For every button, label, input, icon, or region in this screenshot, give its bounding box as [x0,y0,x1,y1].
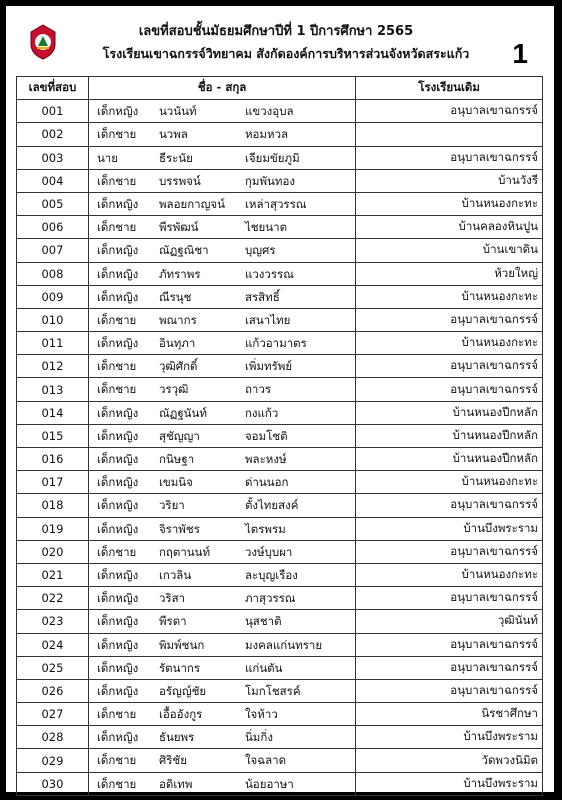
first-name: วริยา [158,498,185,513]
student-name-cell [88,633,355,656]
exam-number-cell: 012 [17,355,89,378]
previous-school-cell: บ้านหนองปีกหลัก [356,448,543,471]
previous-school-cell: อนุบาลเขาฉกรรจ์ [356,633,543,656]
last-name: ด่านนอก [244,475,289,490]
table-row [17,308,543,331]
last-name: เหล่าสุวรรณ [244,196,307,211]
exam-number-cell: 024 [17,633,89,656]
student-name-cell [88,679,355,702]
first-name: อดิเทพ [158,776,193,791]
previous-school-cell: วุฒินันท์ [356,610,543,633]
table-row [17,679,543,702]
last-name: ใจฉลาด [244,753,287,768]
first-name: ธันยพร [158,730,195,745]
previous-school-cell: อนุบาลเขาฉกรรจ์ [356,587,543,610]
last-name: ตั้งไทยสงค์ [244,498,299,513]
student-name-cell [88,123,355,146]
name-prefix: เด็กชาย [96,753,137,768]
previous-school-cell: บ้านบึงพระราม [356,772,543,795]
name-prefix: เด็กหญิง [96,289,139,304]
exam-number-cell: 005 [17,192,89,215]
table-row [17,610,543,633]
last-name: มงคลแก่นทราย [244,637,323,652]
previous-school-cell: บ้านหนองกะทะ [356,285,543,308]
student-name-cell [88,610,355,633]
student-name-cell [88,471,355,494]
table-row [17,726,543,749]
student-name-cell [88,749,355,772]
last-name: ละบุญเรือง [244,567,298,582]
first-name: วริสา [158,591,186,606]
student-name-cell [88,332,355,355]
first-name: ณัฏฐณิชา [158,243,209,258]
name-prefix: เด็กชาย [96,707,137,722]
name-prefix: เด็กหญิง [96,498,139,513]
student-name-cell [88,262,355,285]
exam-roster-table [16,76,543,796]
table-row [17,378,543,401]
page-number: 1 [512,38,528,69]
first-name: สุชัญญา [158,428,200,443]
first-name: วรวุฒิ [158,382,189,397]
student-name-cell [88,216,355,239]
last-name: ไตรพรม [244,521,286,536]
exam-number-cell: 029 [17,749,89,772]
name-prefix: เด็กหญิง [96,637,139,652]
name-prefix: เด็กหญิง [96,104,139,119]
last-name: ภาสุวรรณ [244,591,296,606]
name-prefix: เด็กหญิง [96,614,139,629]
last-name: หอมหวล [244,127,289,142]
previous-school-cell: อนุบาลเขาฉกรรจ์ [356,355,543,378]
exam-number-cell: 022 [17,587,89,610]
exam-number-cell: 027 [17,703,89,726]
first-name: นวพล [158,127,188,142]
name-prefix: เด็กชาย [96,312,137,327]
previous-school-cell: นิรชาศึกษา [356,703,543,726]
last-name: เจียมขัยภูมิ [244,150,300,165]
name-prefix: เด็กชาย [96,220,137,235]
table-row [17,401,543,424]
exam-number-cell: 026 [17,679,89,702]
name-prefix: เด็กหญิง [96,660,139,675]
student-name-cell [88,540,355,563]
name-prefix: เด็กหญิง [96,428,139,443]
last-name: พละหงษ์ [244,452,287,466]
table-row [17,332,543,355]
first-name: กฤตานนท์ [158,544,211,559]
last-name: วงษ์บุบผา [244,544,293,559]
first-name: อินทุภา [158,336,196,351]
name-prefix: เด็กหญิง [96,730,139,745]
table-row [17,192,543,215]
exam-number-cell: 014 [17,401,89,424]
school-emblem-icon [28,24,58,60]
table-row [17,749,543,772]
table-row [17,656,543,679]
name-prefix: เด็กชาย [96,382,137,397]
previous-school-cell: อนุบาลเขาฉกรรจ์ [356,656,543,679]
previous-school-cell: บ้านหนองกะทะ [356,563,543,586]
first-name: เขมนิจ [158,475,193,490]
exam-number-cell: 009 [17,285,89,308]
student-name-cell [88,285,355,308]
previous-school-cell: อนุบาลเขาฉกรรจ์ [356,540,543,563]
exam-number-cell: 025 [17,656,89,679]
document-page [6,6,554,792]
table-row [17,355,543,378]
table-row [17,424,543,447]
first-name: อรัญญ์ชัย [158,683,207,698]
name-prefix: เด็กหญิง [96,452,139,466]
first-name: ธีระนัย [158,150,193,165]
student-name-cell [88,494,355,517]
name-prefix: เด็กหญิง [96,683,139,698]
first-name: รัตนากร [158,660,201,675]
previous-school-cell [356,123,543,146]
last-name: เสนาไทย [244,312,291,327]
last-name: ใจห้าว [244,707,278,722]
first-name: ณีรนุช [158,289,192,304]
table-row [17,494,543,517]
name-prefix: นาย [96,150,118,165]
last-name: ไชยนาต [244,220,288,235]
last-name: แขวงอุบล [244,104,294,119]
student-name-cell [88,239,355,262]
exam-number-cell: 007 [17,239,89,262]
table-row [17,285,543,308]
exam-number-cell: 020 [17,540,89,563]
previous-school-cell: ห้วยใหญ่ [356,262,543,285]
student-name-cell [88,192,355,215]
table-row [17,169,543,192]
name-prefix: เด็กหญิง [96,591,139,606]
name-prefix: เด็กหญิง [96,336,139,351]
last-name: เพิ่มทรัพย์ [244,359,293,374]
first-name: เอื้ออังกูร [158,707,203,722]
name-prefix: เด็กหญิง [96,243,139,258]
student-name-cell [88,517,355,540]
last-name: น้อยอาษา [244,776,294,791]
first-name: พณากร [158,312,197,327]
last-name: จอมโชติ [244,428,288,443]
exam-number-cell: 003 [17,146,89,169]
previous-school-cell: บ้านหนองกะทะ [356,471,543,494]
first-name: จิราพัชร [158,521,200,536]
column-header-name: ชื่อ - สกุล [88,77,355,100]
previous-school-cell: อนุบาลเขาฉกรรจ์ [356,100,543,123]
previous-school-cell: บ้านหนองกะทะ [356,192,543,215]
exam-number-cell: 010 [17,308,89,331]
exam-number-cell: 002 [17,123,89,146]
last-name: แวงวรรณ [244,266,294,281]
student-name-cell [88,355,355,378]
previous-school-cell: บ้านวังรี [356,169,543,192]
table-row [17,563,543,586]
table-row [17,703,543,726]
roster-body [17,100,543,796]
name-prefix: เด็กหญิง [96,266,139,281]
last-name: บุญศร [244,243,276,258]
table-row [17,772,543,795]
document-subtitle: โรงเรียนเขาฉกรรจ์วิทยาคม สังกัดองค์การบริหารส่วนจังหวัดสระแก้ว [102,46,470,61]
first-name: เกวลิน [158,567,192,582]
name-prefix: เด็กหญิง [96,196,139,211]
table-row [17,123,543,146]
exam-number-cell: 016 [17,448,89,471]
first-name: ภัทราพร [158,266,201,281]
student-name-cell [88,587,355,610]
last-name: แก่นตัน [244,660,283,675]
exam-number-cell: 001 [17,100,89,123]
first-name: บรรพจน์ [158,173,201,188]
name-prefix: เด็กหญิง [96,405,139,420]
previous-school-cell: อนุบาลเขาฉกรรจ์ [356,378,543,401]
first-name: พีรพัฒน์ [158,220,199,235]
document-title: เลขที่สอบชั้นมัธยมศึกษาปีที่ 1 ปีการศึกษา 2565 [138,24,414,39]
exam-number-cell: 023 [17,610,89,633]
exam-number-cell: 015 [17,424,89,447]
table-row [17,471,543,494]
first-name: นวนันท์ [158,104,197,119]
last-name: โมกโชสรค์ [244,683,301,698]
last-name: ถาวร [244,382,271,397]
table-row [17,448,543,471]
first-name: วุฒิศักดิ์ [158,359,198,374]
last-name: สรสิทธิ์ [244,289,280,304]
previous-school-cell: บ้านบึงพระราม [356,517,543,540]
name-prefix: เด็กชาย [96,544,137,559]
column-header-number: เลขที่สอบ [17,77,89,100]
last-name: แก้วอามาตร [244,336,307,351]
previous-school-cell: บ้านเขาดิน [356,239,543,262]
previous-school-cell: บ้านหนองกะทะ [356,332,543,355]
last-name: กงแก้ว [244,405,279,420]
name-prefix: เด็กชาย [96,776,137,791]
first-name: พิมพ์ชนก [158,637,205,652]
name-prefix: เด็กชาย [96,127,137,142]
table-row [17,146,543,169]
first-name: พลอยกาญจน์ [158,196,226,211]
student-name-cell [88,772,355,795]
student-name-cell [88,726,355,749]
student-name-cell [88,656,355,679]
column-header-school: โรงเรียนเดิม [356,77,543,100]
exam-number-cell: 018 [17,494,89,517]
exam-number-cell: 017 [17,471,89,494]
student-name-cell [88,563,355,586]
student-name-cell [88,378,355,401]
table-row [17,239,543,262]
last-name: นุสชาติ [244,614,282,629]
last-name: นิ่มกิ่ง [244,730,273,745]
name-prefix: เด็กชาย [96,359,137,374]
previous-school-cell: อนุบาลเขาฉกรรจ์ [356,494,543,517]
name-prefix: เด็กหญิง [96,567,139,582]
previous-school-cell: อนุบาลเขาฉกรรจ์ [356,146,543,169]
exam-number-cell: 011 [17,332,89,355]
table-header-row [17,77,543,100]
table-row [17,100,543,123]
exam-number-cell: 028 [17,726,89,749]
previous-school-cell: วัดพวงนิมิต [356,749,543,772]
name-prefix: เด็กหญิง [96,475,139,490]
name-prefix: เด็กชาย [96,173,137,188]
student-name-cell [88,308,355,331]
first-name: ศิริชัย [158,753,187,768]
student-name-cell [88,703,355,726]
first-name: พีรดา [158,614,187,629]
first-name: ณัฏฐนันท์ [158,405,207,420]
last-name: กุมพันทอง [244,173,296,188]
previous-school-cell: บ้านหนองปีกหลัก [356,424,543,447]
previous-school-cell: อนุบาลเขาฉกรรจ์ [356,308,543,331]
name-prefix: เด็กหญิง [96,521,139,536]
table-row [17,540,543,563]
student-name-cell [88,401,355,424]
exam-number-cell: 021 [17,563,89,586]
previous-school-cell: บ้านคลองหินปูน [356,216,543,239]
exam-number-cell: 013 [17,378,89,401]
first-name: กนิษฐา [158,452,195,466]
previous-school-cell: บ้านบึงพระราม [356,726,543,749]
table-row [17,633,543,656]
student-name-cell [88,448,355,471]
previous-school-cell: บ้านหนองปีกหลัก [356,401,543,424]
student-name-cell [88,100,355,123]
exam-number-cell: 030 [17,772,89,795]
student-name-cell [88,146,355,169]
student-name-cell [88,424,355,447]
student-name-cell [88,169,355,192]
table-row [17,517,543,540]
table-row [17,216,543,239]
previous-school-cell: อนุบาลเขาฉกรรจ์ [356,679,543,702]
exam-number-cell: 008 [17,262,89,285]
table-row [17,587,543,610]
table-row [17,262,543,285]
exam-number-cell: 006 [17,216,89,239]
exam-number-cell: 019 [17,517,89,540]
exam-number-cell: 004 [17,169,89,192]
